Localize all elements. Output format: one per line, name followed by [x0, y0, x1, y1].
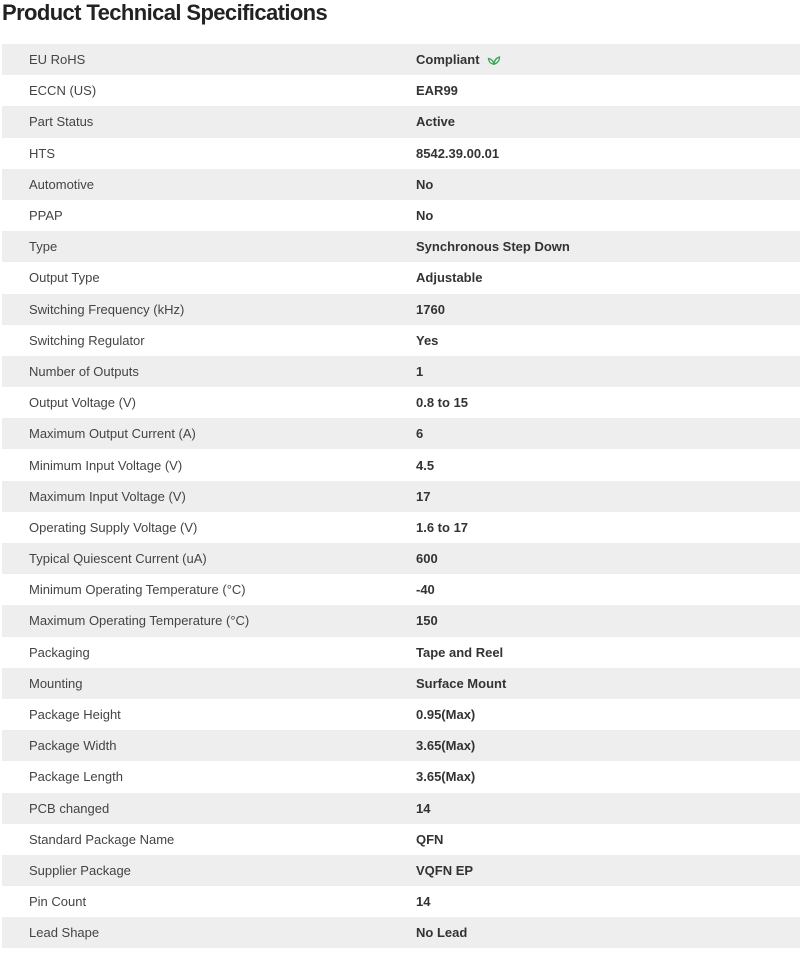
spec-value-cell: [416, 855, 800, 886]
spec-value-cell: [416, 574, 800, 605]
spec-value: QFN: [416, 831, 444, 847]
spec-value-cell: [416, 356, 800, 387]
spec-row: [2, 637, 800, 668]
spec-row: [2, 512, 800, 543]
spec-label: Maximum Output Current (A): [29, 426, 196, 442]
spec-row: [2, 231, 800, 262]
spec-value: 600: [416, 551, 438, 567]
spec-value-cell: [416, 44, 800, 75]
page-title: Product Technical Specifications: [2, 0, 328, 25]
spec-value: 3.65(Max): [416, 738, 476, 754]
spec-label: Operating Supply Voltage (V): [29, 519, 198, 535]
spec-row: [2, 325, 800, 356]
spec-value: 4.5: [416, 457, 435, 473]
spec-value-cell: [416, 231, 800, 262]
spec-label: Switching Regulator: [29, 332, 145, 348]
spec-value-cell: [416, 824, 800, 855]
spec-value: 3.65(Max): [416, 769, 476, 785]
spec-value: Adjustable: [416, 270, 483, 286]
spec-value-cell: [416, 169, 800, 200]
spec-row: [2, 917, 800, 948]
spec-row: [2, 668, 800, 699]
spec-value: 1.6 to 17: [416, 519, 469, 535]
spec-value-cell: [416, 138, 800, 169]
spec-row: [2, 169, 800, 200]
spec-label: Maximum Operating Temperature (°C): [29, 613, 250, 629]
spec-value-cell: [416, 75, 800, 106]
spec-row: [2, 449, 800, 480]
spec-row: [2, 730, 800, 761]
spec-row: [2, 387, 800, 418]
spec-value-cell: [416, 605, 800, 636]
spec-value: 150: [416, 613, 438, 629]
spec-row: [2, 574, 800, 605]
spec-row: [2, 138, 800, 169]
spec-label: Lead Shape: [29, 925, 100, 941]
spec-value: Tape and Reel: [416, 644, 504, 660]
leaf-icon: [487, 54, 501, 66]
spec-label: PCB changed: [29, 800, 110, 816]
spec-label: Typical Quiescent Current (uA): [29, 551, 207, 567]
spec-row: [2, 761, 800, 792]
spec-value-cell: [416, 200, 800, 231]
spec-label: PPAP: [29, 208, 63, 224]
spec-label: Type: [29, 239, 58, 255]
spec-row: [2, 200, 800, 231]
spec-value: 0.8 to 15: [416, 395, 469, 411]
spec-label: Output Voltage (V): [29, 395, 136, 411]
spec-value-cell: [416, 886, 800, 917]
spec-table: [2, 44, 800, 948]
spec-value-cell: [416, 730, 800, 761]
spec-row: [2, 886, 800, 917]
spec-row: [2, 699, 800, 730]
spec-value: 1760: [416, 301, 445, 317]
spec-value-cell: [416, 325, 800, 356]
spec-label: Pin Count: [29, 894, 87, 910]
spec-value-cell: [416, 668, 800, 699]
spec-row: [2, 793, 800, 824]
spec-value-cell: [416, 512, 800, 543]
spec-label: Part Status: [29, 114, 94, 130]
spec-value-cell: [416, 387, 800, 418]
spec-row: [2, 262, 800, 293]
spec-row: [2, 543, 800, 574]
spec-value: 1: [416, 363, 424, 379]
spec-row: [2, 356, 800, 387]
spec-value-cell: [416, 106, 800, 137]
spec-value: No: [416, 208, 434, 224]
spec-label: Supplier Package: [29, 862, 131, 878]
spec-value: 14: [416, 894, 431, 910]
spec-value-cell: [416, 917, 800, 948]
spec-label: Package Length: [29, 769, 123, 785]
spec-value: VQFN EP: [416, 862, 474, 878]
spec-value: Active: [416, 114, 456, 130]
spec-row: [2, 294, 800, 325]
spec-value: No: [416, 176, 434, 192]
spec-value-cell: [416, 262, 800, 293]
spec-value: Surface Mount: [416, 675, 507, 691]
spec-label: Switching Frequency (kHz): [29, 301, 185, 317]
spec-value-cell: [416, 294, 800, 325]
spec-label: Automotive: [29, 176, 95, 192]
spec-value: Synchronous Step Down: [416, 239, 570, 255]
spec-label: Maximum Input Voltage (V): [29, 488, 186, 504]
spec-value-cell: [416, 449, 800, 480]
spec-value-cell: [416, 418, 800, 449]
spec-label: Output Type: [29, 270, 100, 286]
spec-label: Minimum Operating Temperature (°C): [29, 582, 246, 598]
spec-row: [2, 106, 800, 137]
spec-value: No Lead: [416, 925, 468, 941]
spec-row: [2, 605, 800, 636]
spec-value: 6: [416, 426, 424, 442]
spec-label: Packaging: [29, 644, 90, 660]
spec-value: EAR99: [416, 83, 458, 99]
spec-value-cell: [416, 637, 800, 668]
spec-value: 8542.39.00.01: [416, 145, 500, 161]
spec-label: Package Height: [29, 707, 121, 723]
spec-label: EU RoHS: [29, 52, 86, 68]
spec-label: HTS: [29, 145, 55, 161]
spec-value-cell: [416, 543, 800, 574]
spec-value-cell: [416, 761, 800, 792]
spec-label: ECCN (US): [29, 83, 97, 99]
spec-value: 17: [416, 488, 431, 504]
spec-label: Number of Outputs: [29, 363, 139, 379]
spec-value: 0.95(Max): [416, 707, 476, 723]
spec-row: [2, 855, 800, 886]
spec-table-body: [2, 44, 800, 948]
spec-label: Package Width: [29, 738, 117, 754]
spec-value: -40: [416, 582, 435, 598]
spec-row: [2, 418, 800, 449]
spec-row: [2, 481, 800, 512]
spec-row: [2, 824, 800, 855]
spec-value: Yes: [416, 332, 439, 348]
spec-value: 14: [416, 800, 431, 816]
spec-value: Compliant: [416, 52, 480, 68]
spec-value-cell: [416, 793, 800, 824]
spec-label: Minimum Input Voltage (V): [29, 457, 183, 473]
spec-label: Standard Package Name: [29, 831, 175, 847]
spec-row: [2, 44, 800, 75]
spec-value-cell: [416, 699, 800, 730]
spec-value-cell: [416, 481, 800, 512]
spec-row: [2, 75, 800, 106]
spec-label: Mounting: [29, 675, 83, 691]
